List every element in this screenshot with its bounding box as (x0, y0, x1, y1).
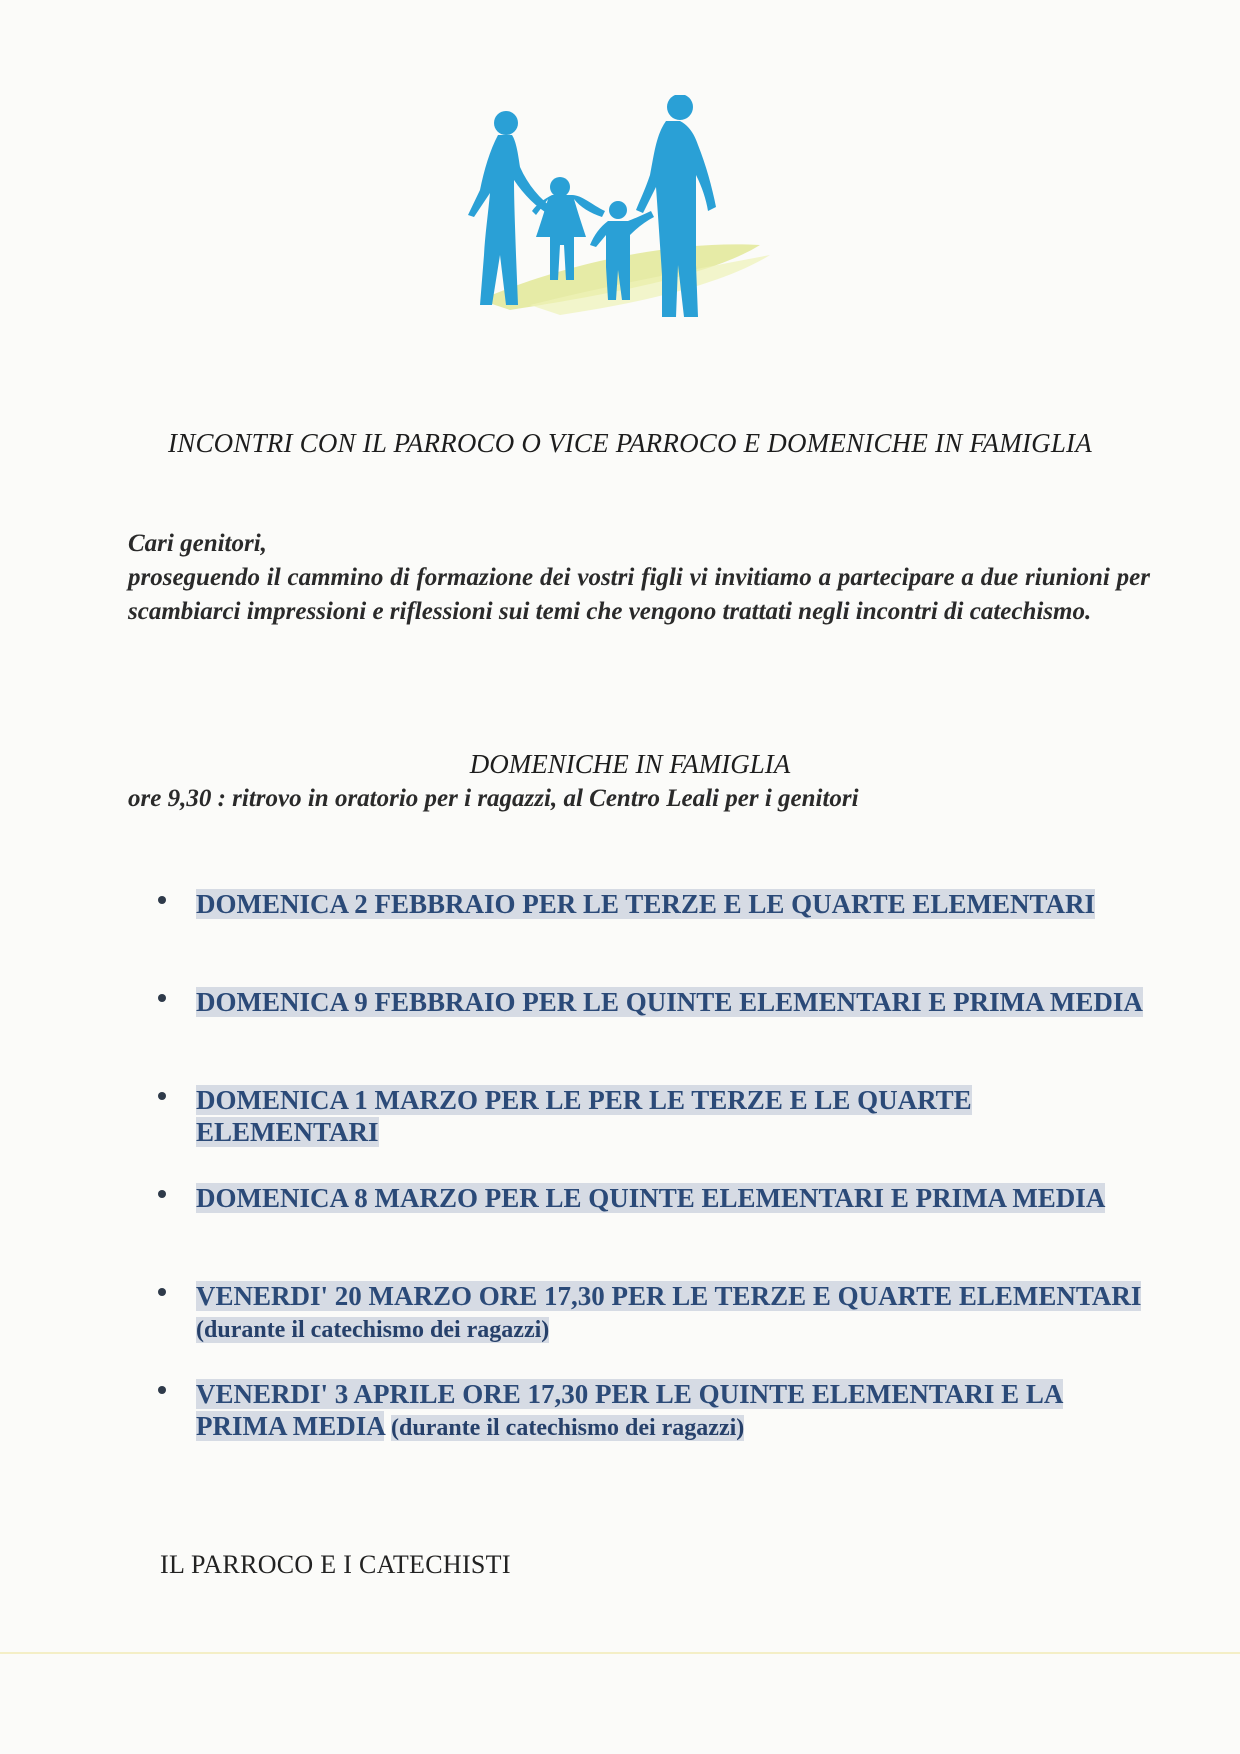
page-title: INCONTRI CON IL PARROCO O VICE PARROCO E DOMENICHE IN FAMIGLIA (168, 428, 1092, 458)
section-time: ore 9,30 : ritrovo in oratorio per i ragazzi, al Centro Leali per i genitori (128, 785, 859, 812)
date-label: VENERDI' 3 APRILE ORE 17,30 PER LE QUINTE ELEMENTARI E LA PRIMA MEDIA (196, 1379, 1064, 1441)
boy-head (609, 201, 627, 219)
date-text (196, 1280, 1146, 1346)
date-label: DOMENICA 2 FEBBRAIO PER LE TERZE E LE QUARTE ELEMENTARI (196, 889, 1095, 919)
date-label: DOMENICA 8 MARZO PER LE QUINTE ELEMENTARI E PRIMA MEDIA (196, 1183, 1106, 1213)
footer-divider (0, 1652, 1240, 1654)
woman-head (494, 111, 518, 135)
bullet-icon (158, 1190, 166, 1198)
bullet-icon (158, 896, 166, 904)
greeting: Cari genitori, (128, 530, 267, 557)
date-label: DOMENICA 9 FEBBRAIO PER LE QUINTE ELEMENTARI E PRIMA MEDIA (196, 987, 1143, 1017)
man-head (667, 95, 693, 120)
date-text (196, 986, 1146, 1018)
date-label: VENERDI' 20 MARZO ORE 17,30 PER LE TERZE E QUARTE ELEMENTARI (196, 1281, 1142, 1311)
date-text (196, 1182, 1146, 1214)
date-text (196, 1378, 1146, 1444)
girl-head (550, 177, 570, 197)
bullet-icon (158, 1092, 166, 1100)
section-title: DOMENICHE IN FAMIGLIA (469, 749, 791, 779)
date-label: DOMENICA 1 MARZO PER LE PER LE TERZE E LE QUARTE ELEMENTARI (196, 1085, 972, 1147)
signature: IL PARROCO E I CATECHISTI (160, 1550, 511, 1579)
letter-text (128, 527, 1150, 629)
date-text (196, 888, 1146, 920)
date-text (196, 1084, 1146, 1148)
date-note: (durante il catechismo dei ragazzi) (196, 1317, 550, 1343)
date-note: (durante il catechismo dei ragazzi) (391, 1415, 745, 1441)
bullet-icon (158, 1386, 166, 1394)
letter-body: proseguendo il cammino di formazione dei vostri figli vi invitiamo a partecipare a due riunioni per scambiarci impressioni e riflessioni sui temi che vengono trattati negli incontri di catechismo. (128, 564, 1150, 625)
family-silhouette-logo (440, 95, 860, 375)
bullet-icon (158, 994, 166, 1002)
bullet-icon (158, 1288, 166, 1296)
